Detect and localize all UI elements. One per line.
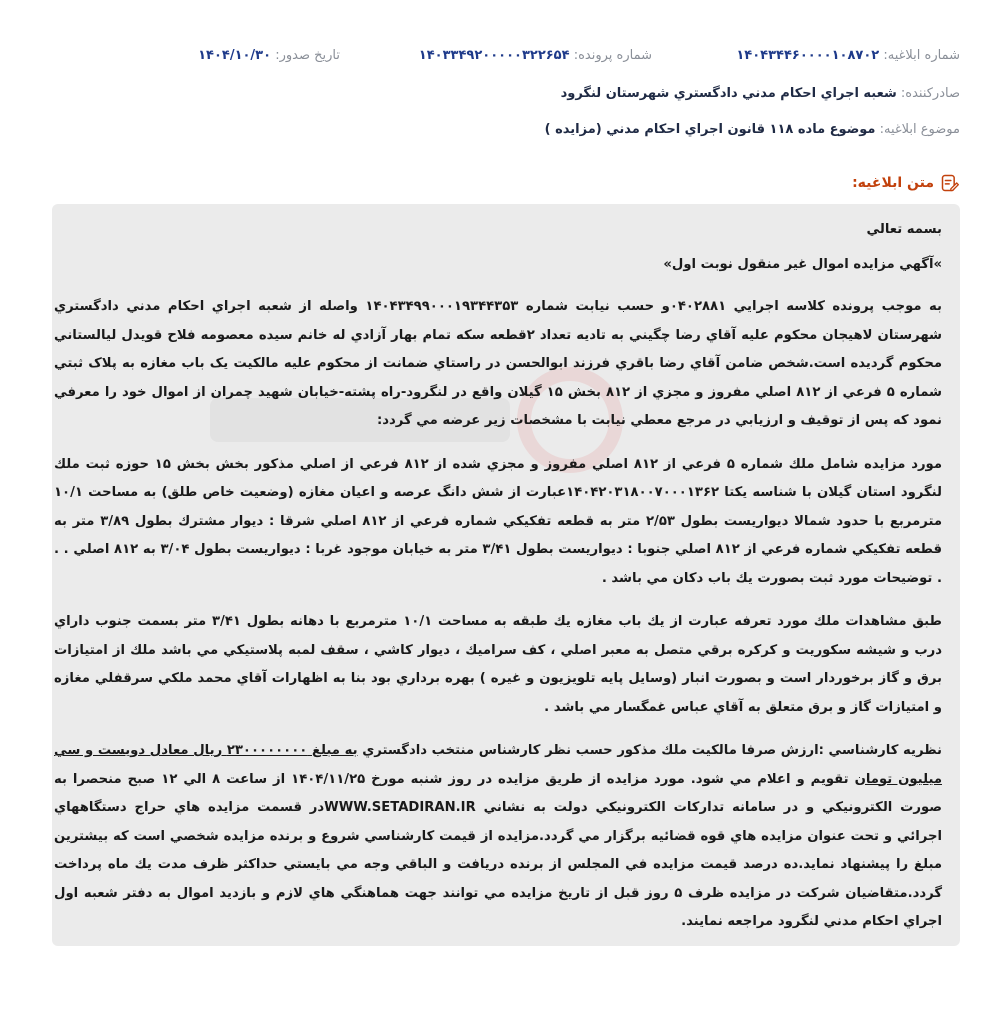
issue-date-value: ۱۴۰۴/۱۰/۳۰ xyxy=(198,48,272,63)
body-paragraph-3: طبق مشاهدات ملك مورد تعرفه عبارت از يك باب مغازه يك طبقه به مساحت ۱۰/۱ مترمربع با دهانه بطول ۳/۴۱ متر بسمت جنوب داراي درب و شيشه سكوريت و كركره برقي متصل به معبر اصلي ، كف سراميك ، ديوار كاشي ، سقف لمبه پلاستيكي مي باشد ملك از امتيازات برق و گاز برخوردار است و بصورت انبار (وسايل پايه تلويزيون و غيره ) بهره برداري بود بنا به اظهارات آقاي محمد ملكي سرقفلي مغازه و امتيازات گاز و برق متعلق به آقاي عباس غمگسار مي باشد . xyxy=(54,614,942,715)
case-number xyxy=(419,48,652,63)
issuer-line xyxy=(561,86,960,101)
notice-text-heading xyxy=(852,172,960,194)
notice-number xyxy=(736,48,960,63)
notice-text-title: متن ابلاغيه: xyxy=(852,175,934,191)
notice-body xyxy=(54,216,942,952)
issuer-label: صادرکننده: xyxy=(900,86,960,101)
issuer-value: شعبه اجراي احکام مدني دادگستري شهرستان لنگرود xyxy=(560,86,897,101)
issue-date-label: تاريخ صدور: xyxy=(275,48,340,63)
body-paragraph-2: مورد مزايده شامل ملك شماره ۵ فرعي از ۸۱۲ اصلي مفروز و مجزي شده از ۸۱۲ فرعي از اصلي مذكور بخش بخش ۱۵ حوزه ثبت ملك لنگرود استان گيلان با شناسه يكتا ۱۴۰۴۲۰۳۱۸۰۰۷۰۰۰۱۳۶۲عبارت از شش دانگ عرصه و اعيان مغازه (وضعيت خاص طلق) به مساحت ۱۰/۱ مترمربع با حدود شمالا ديواريست بطول ۲/۵۳ متر به قطعه تفكيكي شماره فرعي از ۸۱۲ اصلي شرقا : ديوار مشترك بطول ۳/۸۹ متر به قطعه تفكيكي شماره فرعي از ۸۱۲ اصلي جنوبا : ديواريست بطول ۳/۴۱ متر به خيابان موجود غربا : ديواريست بطول ۳/۰۴ به ۸۱۲ اصلي . . . توضيحات مورد ثبت بصورت يك باب دكان مي باشد . xyxy=(54,456,942,586)
appraisal-amount: به مبلغ ۲۳۰۰۰۰۰۰۰۰ ريال معادل دويست و سي ميليون تومان xyxy=(54,743,942,787)
notice-number-value: ۱۴۰۴۳۴۴۶۰۰۰۰۱۰۸۷۰۲ xyxy=(736,48,880,63)
subject-label: موضوع ابلاغيه: xyxy=(879,122,960,137)
body-paragraph-4 xyxy=(54,737,942,937)
body-heading: بسمه تعالي xyxy=(866,222,942,237)
body-title: »آگهي مزايده اموال غير منقول نوبت اول» xyxy=(663,256,942,272)
note-edit-icon xyxy=(940,173,960,193)
subject-line xyxy=(545,122,960,137)
subject-value: موضوع ماده ۱۱۸ قانون اجراي احكام مدني (مزايده ) xyxy=(544,122,876,137)
issue-date xyxy=(198,48,340,63)
notice-number-label: شماره ابلاغيه: xyxy=(883,48,960,63)
body-paragraph-1: به موجب پرونده كلاسه اجرايي ۰۴۰۲۸۸۱و حسب نيابت شماره ۱۴۰۴۳۴۹۹۰۰۰۱۹۳۴۴۳۵۳ واصله از شعبه اجراي احكام مدني دادگستري شهرستان لاهيجان محكوم عليه آقاي رضا چگيني به تاديه تعداد ۲قطعه سكه تمام بهار آزادي له خانم سيده معصومه فلاح قويدل ليالستاني محكوم گرديده است.شخص ضامن آقاي رضا باقري فرزند ابوالحسن در راستاي ضمانت از محكوم عليه مالكيت يک باب مغازه به پلاک ثبتي شماره ۵ فرعي از ۸۱۲ اصلي مفروز و مجزي از ۸۱۲ بخش ۱۵ گيلان واقع در لنگرود-راه پشته-خيابان شهيد چمران از اموال خود را معرفي نمود كه پس از توقيف و ارزيابي در مرجع معطي نيابت با مشخصات زير عرضه مي گردد: xyxy=(54,299,943,428)
case-number-value: ۱۴۰۳۳۴۹۲۰۰۰۰۰۳۲۲۶۵۴ xyxy=(418,48,570,63)
header-meta-row xyxy=(0,48,1000,70)
appraisal-intro: نظريه كارشناسي :ارزش صرفا مالكيت ملك مذكور حسب نظر كارشناس منتخب دادگستري xyxy=(357,743,942,758)
appraisal-details: تقويم و اعلام مي شود. مورد مزايده از طريق مزايده در روز شنبه مورخ ۱۴۰۴/۱۱/۲۵ از ساعت ۸ الي ۱۲ صبح منحصرا به صورت الكترونيكي و در سامانه تداركات الكترونيكي دولت به نشاني WWW.SETADIRAN.IRدر قسمت مزايده هاي حراج دستگاههاي اجرائي و تحت عنوان مزايده هاي قوه قضائيه برگزار مي گردد.مزايده از قيمت كارشناسي شروع و برنده مزايده شخصي است كه بيشترين مبلغ را پيشنهاد نمايد.ده درصد قيمت مزايده في المجلس از برنده دريافت و الباقي وجه مي بايستي حداكثر ظرف مدت يك ماه پرداخت گردد.متقاضيان شركت در مزايده ظرف ۵ روز قبل از تاريخ مزايده مي توانند جهت هماهنگي هاي لازم و بازديد اموال به دفتر شعبه اول اجراي احكام مدني لنگرود مراجعه نمايند. xyxy=(54,771,943,929)
case-number-label: شماره پرونده: xyxy=(573,48,652,63)
